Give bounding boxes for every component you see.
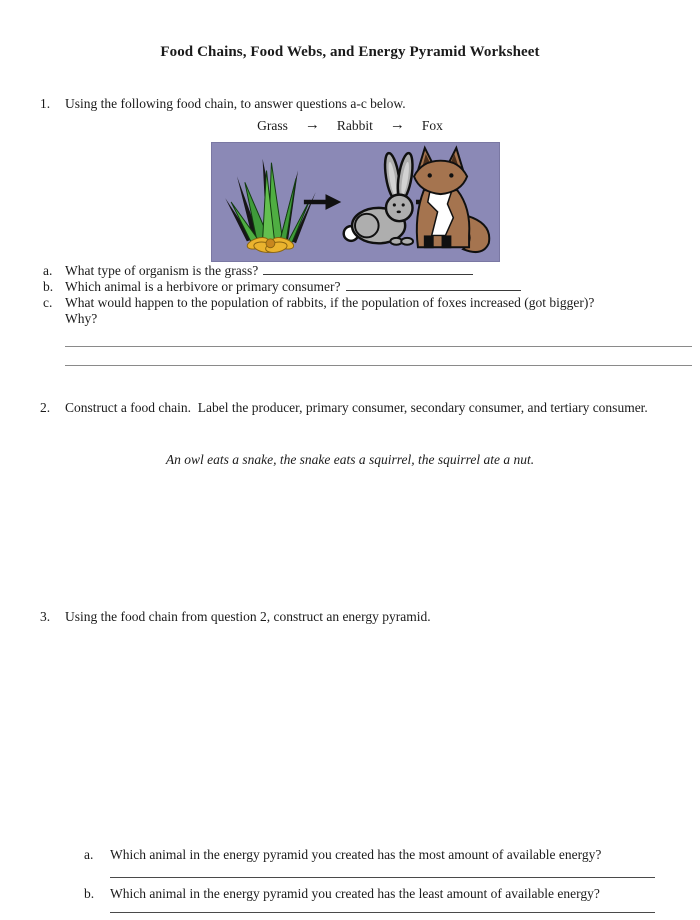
question-3b-text: Which animal in the energy pyramid you created has the least amount of available energy? — [110, 886, 600, 901]
question-2-prompt: Construct a food chain. Label the producer, primary consumer, secondary consumer, and tertiary consumer. — [65, 400, 648, 415]
question-1-number: 1. — [40, 96, 51, 111]
chain-label-rabbit: Rabbit — [336, 117, 373, 133]
answer-blank — [346, 279, 521, 291]
question-1-prompt: Using the following food chain, to answer questions a-c below. — [65, 96, 406, 111]
question-3-prompt: Using the food chain from question 2, construct an energy pyramid. — [65, 609, 431, 624]
question-1b-label: b. — [43, 279, 54, 294]
answer-line — [110, 912, 655, 913]
answer-line — [65, 346, 692, 347]
question-1b-text: Which animal is a herbivore or primary consumer? — [65, 279, 341, 294]
food-chain-illustration — [212, 143, 499, 261]
question-3a-text: Which animal in the energy pyramid you created has the most amount of available energy? — [110, 847, 602, 862]
question-1c-text: What would happen to the population of rabbits, if the population of foxes increased (got bigger)? — [65, 295, 595, 310]
question-1a — [43, 263, 473, 279]
food-chain-labels — [180, 117, 520, 134]
answer-line — [110, 877, 655, 878]
food-chain-image — [211, 142, 500, 262]
fox-illustration — [414, 148, 489, 252]
question-1b — [43, 279, 521, 295]
question-2-example-sentence: An owl eats a snake, the snake eats a squirrel, the squirrel ate a nut. — [165, 452, 535, 467]
question-3 — [40, 609, 431, 625]
question-3b-label: b. — [84, 886, 95, 901]
grass-illustration — [225, 159, 315, 254]
question-3b — [84, 886, 684, 902]
question-1c-why: Why? — [65, 311, 98, 326]
answer-line — [65, 365, 692, 366]
question-3a — [84, 847, 684, 863]
question-1c-label: c. — [43, 295, 53, 310]
question-1a-text: What type of organism is the grass? — [65, 263, 259, 278]
question-3-number: 3. — [40, 609, 51, 624]
page-title: Food Chains, Food Webs, and Energy Pyramid Worksheet — [160, 44, 540, 60]
question-3a-label: a. — [84, 847, 94, 862]
rabbit-illustration — [344, 152, 415, 245]
chain-label-grass: Grass — [257, 117, 288, 133]
question-2 — [40, 400, 660, 416]
arrow-right-icon: → — [304, 117, 320, 133]
question-1c — [43, 295, 683, 311]
question-2-number: 2. — [40, 400, 51, 415]
question-1 — [40, 96, 406, 112]
answer-blank — [263, 263, 473, 275]
arrow-right-icon: → — [389, 117, 405, 133]
chain-label-fox: Fox — [421, 117, 443, 133]
question-1a-label: a. — [43, 263, 53, 278]
